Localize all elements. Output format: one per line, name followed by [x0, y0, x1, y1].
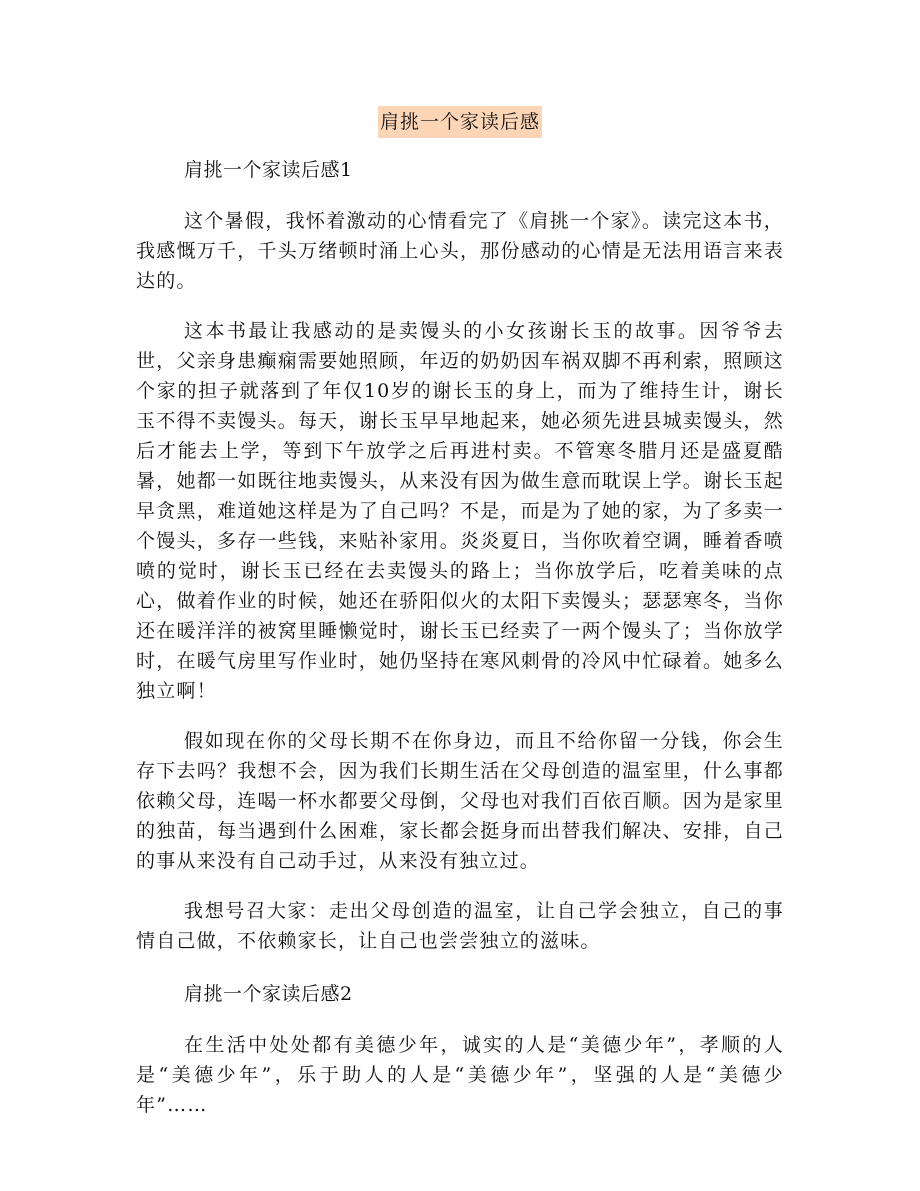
- paragraph: 在生活中处处都有美德少年，诚实的人是“美德少年”，孝顺的人是“美德少年”，乐于助人的人是“美德少年”，坚强的人是“美德少年”……: [136, 1034, 784, 1116]
- document-body: [136, 152, 784, 1120]
- paragraph: 我想号召大家：走出父母创造的温室，让自己学会独立，自己的事情自己做，不依赖家长，让自己也尝尝独立的滋味。: [136, 900, 784, 952]
- paragraph: 这本书最让我感动的是卖馒头的小女孩谢长玉的故事。因爷爷去世，父亲身患癫痫需要她照顾，年迈的奶奶因车祸双脚不再利索，照顾这个家的担子就落到了年仅10岁的谢长玉的身上，而为了维持生计，谢长玉不得不卖馒头。每天，谢长玉早早地起来，她必须先进县城卖馒头，然后才能去上学，等到下午放学之后再进村卖。不管寒冬腊月还是盛夏酷暑，她都一如既往地卖馒头，从来没有因为做生意而耽误上学。谢长玉起早贪黑，难道她这样是为了自己吗？不是，而是为了她的家，为了多卖一个馒头，多存一些钱，来贴补家用。炎炎夏日，当你吹着空调，睡着香喷喷的觉时，谢长玉已经在去卖馒头的路上；当你放学后，吃着美味的点心，做着作业的时候，她还在骄阳似火的太阳下卖馒头；瑟瑟寒冬，当你还在暖洋洋的被窝里睡懒觉时，谢长玉已经卖了一两个馒头了；当你放学时，在暖气房里写作业时，她仍坚持在寒风刺骨的冷风中忙碌着。她多么独立啊！: [136, 320, 784, 702]
- paragraph: 假如现在你的父母长期不在你身边，而且不给你留一分钱，你会生存下去吗？我想不会，因为我们长期生活在父母创造的温室里，什么事都依赖父母，连喝一杯水都要父母倒，父母也对我们百依百顺。因为是家里的独苗，每当遇到什么困难，家长都会挺身而出替我们解决、安排，自己的事从来没有自己动手过，从来没有独立过。: [136, 730, 784, 872]
- section-heading-1: 肩挑一个家读后感1: [184, 159, 353, 181]
- title-wrap: [0, 106, 920, 138]
- paragraph: 这个暑假，我怀着激动的心情看完了《肩挑一个家》。读完这本书，我感慨万千，千头万绪顿时涌上心头，那份感动的心情是无法用语言来表达的。: [136, 210, 784, 292]
- document-title: 肩挑一个家读后感: [378, 106, 542, 138]
- section-heading-2: 肩挑一个家读后感2: [184, 983, 353, 1005]
